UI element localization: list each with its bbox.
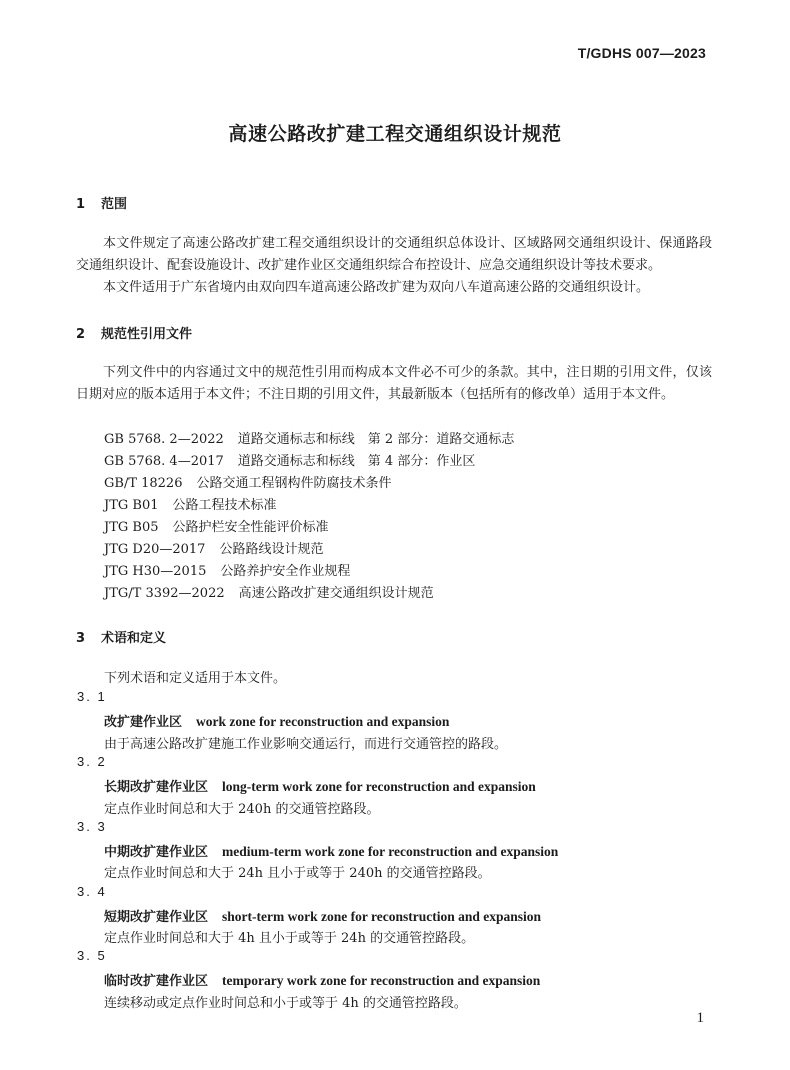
clause-number: 3. 3 xyxy=(77,819,107,834)
reference-code: JTG/T 3392—2022 xyxy=(104,586,225,601)
term-definition: 由于高速公路改扩建施工作业影响交通运行，而进行交通管控的路段。 xyxy=(104,737,508,752)
section-1-heading xyxy=(76,193,127,212)
section-title: 范围 xyxy=(101,197,128,212)
term-chinese: 中期改扩建作业区 xyxy=(104,845,209,860)
reference-item xyxy=(104,516,329,535)
reference-code: JTG H30—2015 xyxy=(104,564,207,579)
clause-number: 3. 4 xyxy=(77,884,107,899)
page-number: 1 xyxy=(696,1010,704,1026)
scope-paragraph-1: 本文件规定了高速公路改扩建工程交通组织设计的交通组织总体设计、区域路网交通组织设计、保通路段交通组织设计、配套设施设计、改扩建作业区交通组织综合布控设计、应急交通组织设计等技术要求。 xyxy=(76,236,712,273)
page-title: 高速公路改扩建工程交通组织设计规范 xyxy=(228,123,562,145)
term-definition: 定点作业时间总和大于 240h 的交通管控路段。 xyxy=(104,802,380,817)
reference-title: 公路养护安全作业规程 xyxy=(220,564,351,579)
reference-item xyxy=(104,560,350,579)
reference-title: 公路护栏安全性能评价标准 xyxy=(172,520,329,535)
clause-number: 3. 2 xyxy=(77,754,107,769)
term-english: long-term work zone for reconstruction and expansion xyxy=(222,779,536,794)
reference-item xyxy=(104,494,277,513)
section-number: 1 xyxy=(76,197,86,212)
section-number: 3 xyxy=(76,631,86,646)
term-entry xyxy=(104,906,541,925)
reference-item xyxy=(104,582,434,601)
term-chinese: 临时改扩建作业区 xyxy=(104,974,209,989)
section-2-heading xyxy=(76,323,192,342)
reference-code: JTG B05 xyxy=(104,520,159,535)
scope-paragraph-2: 本文件适用于广东省境内由双向四车道高速公路改扩建为双向八车道高速公路的交通组织设计。 xyxy=(103,280,650,295)
reference-item xyxy=(104,428,514,447)
reference-code: GB 5768. 4—2017 xyxy=(104,454,224,469)
term-english: work zone for reconstruction and expansion xyxy=(196,714,450,729)
section-title: 术语和定义 xyxy=(101,631,167,646)
clause-number: 3. 1 xyxy=(77,689,107,704)
reference-item xyxy=(104,472,392,491)
term-definition: 定点作业时间总和大于 4h 且小于或等于 24h 的交通管控路段。 xyxy=(104,931,475,946)
reference-title: 公路交通工程钢构件防腐技术条件 xyxy=(196,476,392,491)
terms-intro: 下列术语和定义适用于本文件。 xyxy=(104,671,287,686)
document-number: T/GDHS 007—2023 xyxy=(577,45,706,61)
reference-code: GB/T 18226 xyxy=(104,476,183,491)
reference-code: JTG D20—2017 xyxy=(104,542,206,557)
section-3-heading xyxy=(76,627,166,646)
term-chinese: 改扩建作业区 xyxy=(104,715,183,730)
term-definition: 定点作业时间总和大于 24h 且小于或等于 240h 的交通管控路段。 xyxy=(104,866,491,881)
term-chinese: 长期改扩建作业区 xyxy=(104,780,209,795)
term-entry xyxy=(104,841,558,860)
references-intro: 下列文件中的内容通过文中的规范性引用而构成本文件必不可少的条款。其中，注日期的引用文件，仅该日期对应的版本适用于本文件；不注日期的引用文件，其最新版本（包括所有的修改单）适用于本文件。 xyxy=(76,365,712,402)
section-number: 2 xyxy=(76,327,86,342)
reference-item xyxy=(104,450,475,469)
reference-item xyxy=(104,538,323,557)
reference-title: 道路交通标志和标线 第 4 部分：作业区 xyxy=(237,454,476,469)
reference-title: 道路交通标志和标线 第 2 部分：道路交通标志 xyxy=(237,432,515,447)
term-english: short-term work zone for reconstruction and expansion xyxy=(222,909,541,924)
term-definition: 连续移动或定点作业时间总和小于或等于 4h 的交通管控路段。 xyxy=(104,996,467,1011)
reference-title: 公路工程技术标准 xyxy=(172,498,277,513)
reference-code: JTG B01 xyxy=(104,498,159,513)
term-english: temporary work zone for reconstruction and expansion xyxy=(222,973,541,988)
clause-number: 3. 5 xyxy=(77,948,107,963)
term-entry xyxy=(104,970,540,989)
term-entry xyxy=(104,711,449,730)
term-english: medium-term work zone for reconstruction and expansion xyxy=(222,844,559,859)
reference-code: GB 5768. 2—2022 xyxy=(104,432,224,447)
reference-title: 高速公路改扩建交通组织设计规范 xyxy=(238,586,434,601)
reference-title: 公路路线设计规范 xyxy=(219,542,324,557)
term-entry xyxy=(104,776,536,795)
section-title: 规范性引用文件 xyxy=(101,327,193,342)
term-chinese: 短期改扩建作业区 xyxy=(104,910,209,925)
